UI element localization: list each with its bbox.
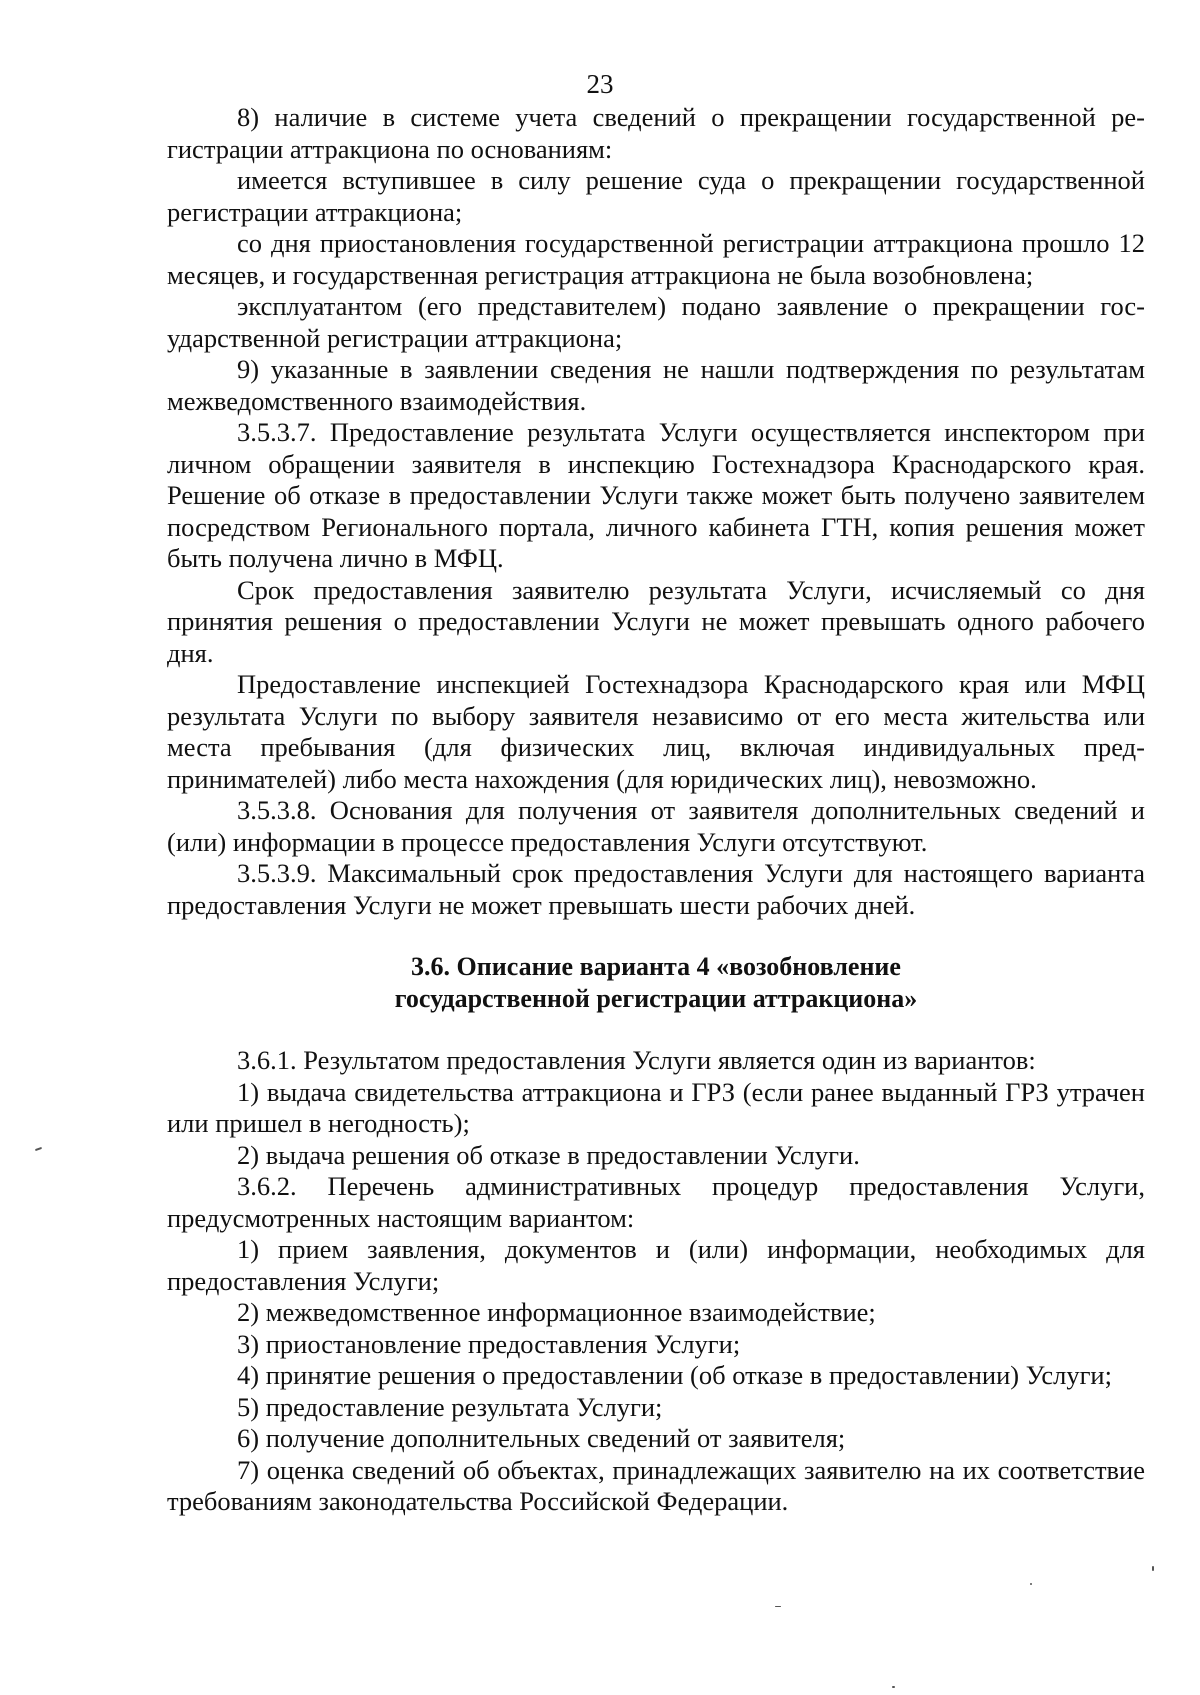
paragraph: Срок предоставления заявителю результата Услуги, исчисляемый со дня принятия решения о предоставлении Услуги не может превышать одного рабочего дня. (167, 574, 1145, 668)
paragraph: 3.6.2. Перечень административных процедур предоставления Услуги, предусмотренных настоящим вариантом: (167, 1171, 1145, 1233)
paragraph: 3) приостановление предоставления Услуги; (237, 1328, 741, 1359)
paragraph: эксплуатантом (его представителем) подано заявление о прекращении государственной регистрации аттракциона; (167, 291, 1145, 353)
scan-speck (35, 1147, 42, 1151)
paragraph: 7) оценка сведений об объектах, принадлежащих заявителю на их соответствие требованиям законодательства Российской Федерации. (167, 1454, 1145, 1516)
paragraph: 1) выдача свидетельства аттракциона и ГРЗ (если ранее выданный ГРЗ утрачен или пришел в негодность); (167, 1076, 1145, 1138)
paragraph: 2) межведомственное информационное взаимодействие; (237, 1297, 876, 1327)
scan-speck (775, 1606, 781, 1607)
section-heading-line-1: 3.6. Описание варианта 4 «возобновление (411, 952, 901, 981)
section-before-heading (167, 102, 1145, 921)
paragraph: 3.5.3.9. Максимальный срок предоставления Услуги для настоящего варианта предоставления Услуги не может превышать шести рабочих дней. (167, 858, 1145, 920)
document-body (167, 102, 1145, 1518)
paragraph: 8) наличие в системе учета сведений о прекращении государственной регистрации аттракциона по основаниям: (167, 102, 1145, 164)
paragraph: 3.6.1. Результатом предоставления Услуги является один из вариантов: (237, 1045, 1036, 1075)
paragraph: 3.5.3.7. Предоставление результата Услуги осуществляется инспектором при личном обращении заявителя в инспекцию Гостехнадзора Краснодарского края. Решение об отказе в предоставлении Услуги также может быть получено заявителем посредством Регионального портала, личного кабинета ГТН, копия решения может быть получена лично в МФЦ. (167, 417, 1145, 573)
paragraph: 5) предоставление результата Услуги; (237, 1391, 663, 1422)
paragraph: Предоставление инспекцией Гостехнадзора Краснодарского края или МФЦ результата Услуги по выбору заявителя независимо от его места жительства или места пребывания (для физических лиц, включая индивидуальных предпринимателей) либо места нахождения (для юридических лиц), невозможно. (167, 669, 1145, 794)
paragraph: 3.5.3.8. Основания для получения от заявителя дополнительных сведений и (или) информации в процессе предоставления Услуги отсутствуют. (167, 795, 1145, 857)
scan-speck (1152, 1566, 1154, 1571)
section-heading (167, 951, 1145, 1015)
paragraph: 2) выдача решения об отказе в предоставлении Услуги. (237, 1139, 860, 1170)
paragraph: 9) указанные в заявлении сведения не нашли подтверждения по результатам межведомственного взаимодействия. (167, 354, 1145, 416)
paragraph: 6) получение дополнительных сведений от заявителя; (237, 1423, 846, 1453)
paragraph: 1) прием заявления, документов и (или) информации, необходимых для предоставления Услуги; (167, 1234, 1145, 1296)
section-after-heading (167, 1045, 1145, 1518)
scan-speck (892, 1686, 895, 1688)
scan-speck (1030, 1583, 1032, 1585)
paragraph: имеется вступившее в силу решение суда о прекращении государственной регистрации аттракциона; (167, 165, 1145, 227)
section-heading-line-2: государственной регистрации аттракциона» (394, 984, 918, 1013)
paragraph: 4) принятие решения о предоставлении (об отказе в предоставлении) Услуги; (237, 1360, 1112, 1390)
paragraph: со дня приостановления государственной регистрации аттракциона прошло 12 месяцев, и государственная регистрация аттракциона не была возобновлена; (167, 228, 1145, 290)
page-number: 23 (586, 69, 614, 99)
